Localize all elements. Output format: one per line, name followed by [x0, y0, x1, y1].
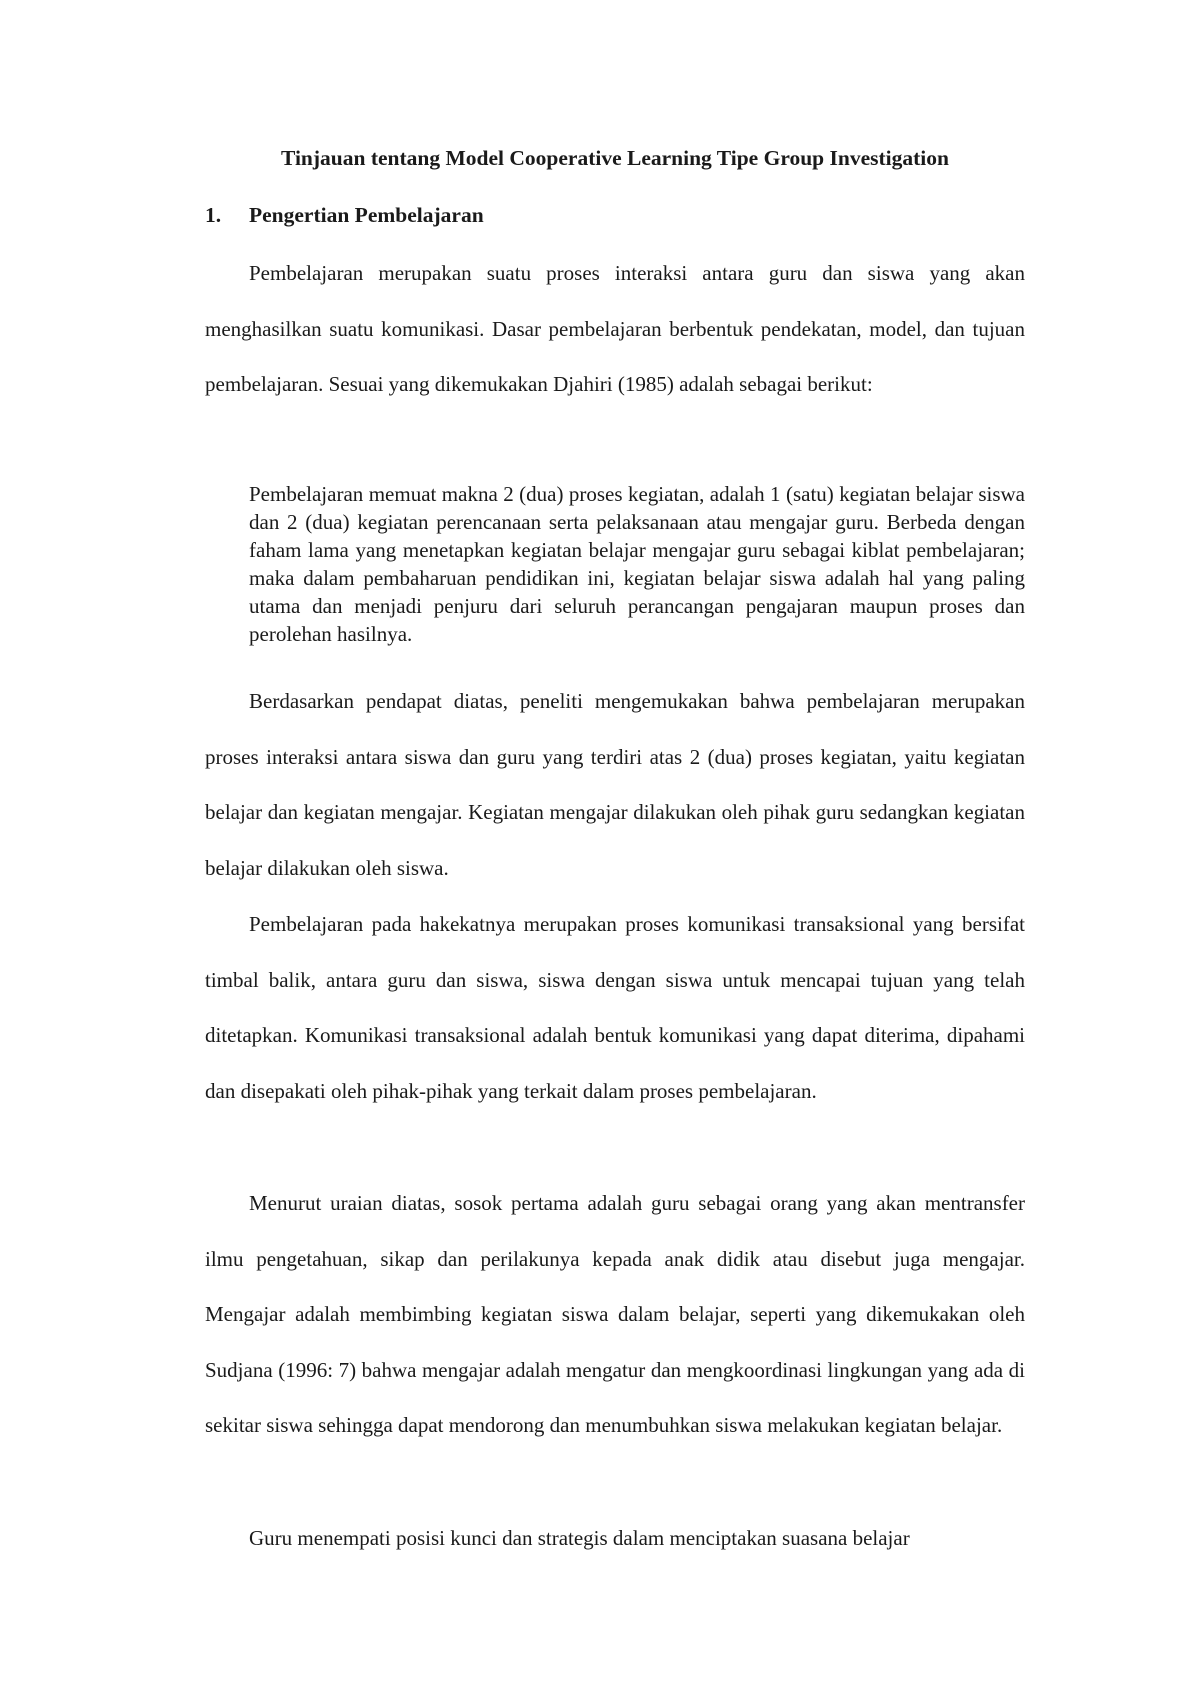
- block-quote: Pembelajaran memuat makna 2 (dua) proses kegiatan, adalah 1 (satu) kegiatan belajar siswa dan 2 (dua) kegiatan perencanaan serta pelaksanaan atau mengajar guru. Berbeda dengan faham lama yang menetapkan kegiatan belajar mengajar guru sebagai kiblat pembelajaran; maka dalam pembaharuan pendidikan ini, kegiatan belajar siswa adalah hal yang paling utama dan menjadi penjuru dari seluruh perancangan pengajaran maupun proses dan perolehan hasilnya.: [249, 482, 1025, 646]
- paragraph-2: Berdasarkan pendapat diatas, peneliti mengemukakan bahwa pembelajaran merupakan proses interaksi antara siswa dan guru yang terdiri atas 2 (dua) proses kegiatan, yaitu kegiatan belajar dan kegiatan mengajar. Kegiatan mengajar dilakukan oleh pihak guru sedangkan kegiatan belajar dilakukan oleh siswa.: [205, 689, 1025, 880]
- paragraph-5: Guru menempati posisi kunci dan strategis dalam menciptakan suasana belajar: [249, 1526, 910, 1550]
- section-number: 1.: [205, 203, 222, 227]
- document-title: Tinjauan tentang Model Cooperative Learning Tipe Group Investigation: [281, 146, 949, 170]
- paragraph-1: Pembelajaran merupakan suatu proses interaksi antara guru dan siswa yang akan menghasilkan suatu komunikasi. Dasar pembelajaran berbentuk pendekatan, model, dan tujuan pembelajaran. Sesuai yang dikemukakan Djahiri (1985) adalah sebagai berikut:: [205, 261, 1025, 397]
- section-heading-text: Pengertian Pembelajaran: [249, 203, 484, 227]
- paragraph-3: Pembelajaran pada hakekatnya merupakan proses komunikasi transaksional yang bersifat timbal balik, antara guru dan siswa, siswa dengan siswa untuk mencapai tujuan yang telah ditetapkan. Komunikasi transaksional adalah bentuk komunikasi yang dapat diterima, dipahami dan disepakati oleh pihak-pihak yang terkait dalam proses pembelajaran.: [205, 912, 1025, 1103]
- paragraph-4: Menurut uraian diatas, sosok pertama adalah guru sebagai orang yang akan mentransfer ilmu pengetahuan, sikap dan perilakunya kepada anak didik atau disebut juga mengajar. Mengajar adalah membimbing kegiatan siswa dalam belajar, seperti yang dikemukakan oleh Sudjana (1996: 7) bahwa mengajar adalah mengatur dan mengkoordinasi lingkungan yang ada di sekitar siswa sehingga dapat mendorong dan menumbuhkan siswa melakukan kegiatan belajar.: [205, 1191, 1025, 1438]
- section-heading: [205, 201, 484, 229]
